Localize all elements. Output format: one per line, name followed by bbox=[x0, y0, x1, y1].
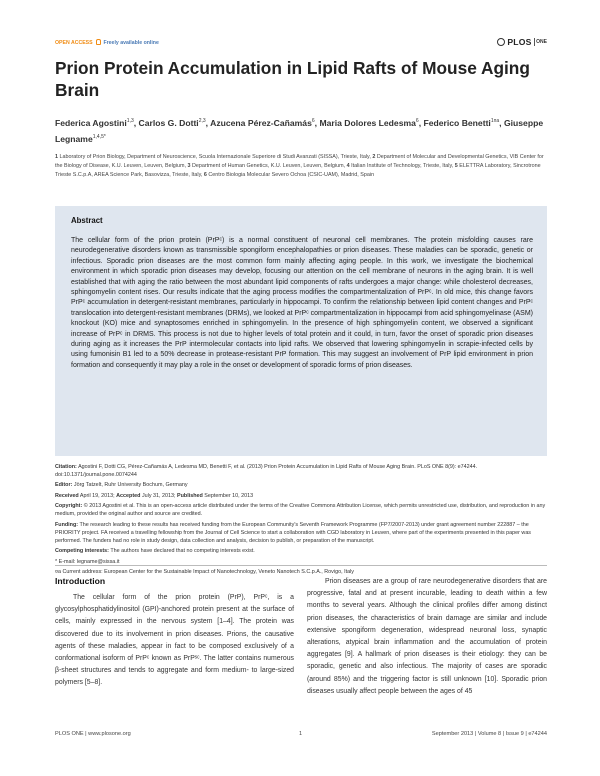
section-divider bbox=[55, 565, 547, 566]
footer-issue: September 2013 | Volume 8 | Issue 9 | e74244 bbox=[431, 731, 547, 737]
author-name[interactable]: Maria Dolores Ledesma bbox=[319, 118, 416, 128]
author-name[interactable]: Carlos G. Dotti bbox=[138, 118, 199, 128]
author-name[interactable]: Azucena Pérez-Cañamás bbox=[210, 118, 312, 128]
email-line[interactable]: * E-mail: legname@sissa.it bbox=[55, 558, 120, 565]
freely-available-label: Freely available online bbox=[103, 40, 159, 46]
affiliation-text: Department of Molecular and Developmental Genetics, VIB Center for the Biology of Disease, K.U. Leuven, Leuven, Belgium, bbox=[55, 154, 544, 169]
current-address-line: ¤a Current address: European Center for the Sustainable Impact of Nanotechnology, Veneto Nanotech S.C.p.A., Rovigo, Italy bbox=[55, 569, 354, 576]
journal-brand: PLOS bbox=[507, 37, 532, 47]
affiliation-text: ELETTRA Laboratory, Sincrotrone Trieste S.C.p.A, AREA Science Park, Basovizza, Trieste, Italy, bbox=[55, 162, 541, 178]
competing-interests-line: Competing interests: The authors have declared that no competing interests exist. bbox=[55, 548, 255, 555]
affiliation-number: 6 bbox=[203, 171, 207, 178]
page-header bbox=[55, 38, 547, 50]
plos-mark-icon bbox=[497, 38, 505, 46]
affiliation-text: Centro Biologia Molecular Severo Ochoa (CSIC-UAM), Madrid, Spain bbox=[208, 171, 375, 178]
affiliation-number: 4 bbox=[346, 162, 350, 169]
affiliation-text: Laboratory of Prion Biology, Department of Neuroscience, Scuola Internazionale Superiore di Studi Avanzati (SISSA), Trieste, Italy, bbox=[59, 154, 373, 160]
author-affiliation-mark: 1¤a bbox=[490, 118, 500, 124]
introduction-right-paragraph: Prion diseases are a group of rare neurodegenerative disorders that are progressive, fatal and at present incurable, leading to death within a few months to several years. Although the clinical profiles differ among distinct prion diseases, the characteristics of brain damage are similar and include extensive spongiform degeneration, widespread neuronal loss, synaptic alterations, atypical brain inflammation and the accumulation of protein aggregates [9]. A hallmark of prion diseases is their etiology: they can be sporadic, genetic and also infectious. The majority of cases are sporadic (around 85%) and the triggering factor is still unknown [10]. Sporadic prion diseases usually affect people between the ages of 45 bbox=[307, 578, 547, 695]
footer-journal[interactable]: PLOS ONE | www.plosone.org bbox=[55, 731, 131, 737]
affiliation-number: 5 bbox=[454, 162, 458, 169]
author-affiliation-mark: 6 bbox=[311, 118, 315, 124]
logo-divider bbox=[534, 38, 535, 46]
funding-line: Funding: The research leading to these results has received funding from the European Community's Seventh Framework Programme (FP7/2007-2013) under grant agreement number 222887 – the PRIORITY project. FA received a travelling fellowship from the Journal of Cell Science to start a collaboration with CGD laboratory in Leuven, where part of the experiments presented in this paper was performed. The funders had no role in study design, data collection and analysis, decision to publish, or preparation of the manuscript. bbox=[55, 521, 532, 544]
author-name[interactable]: Federica Agostini bbox=[55, 118, 127, 128]
author-affiliation-mark: 1,3 bbox=[126, 118, 134, 124]
affiliation-number: 2 bbox=[372, 154, 376, 160]
author-affiliation-mark: 1,4,5* bbox=[92, 134, 106, 140]
copyright-line: Copyright: © 2013 Agostini et al. This is an open-access article distributed under the terms of the Creative Commons Attribution License, which permits unrestricted use, distribution, and reproduction in any medium, provided the original author and source are credited. bbox=[55, 503, 546, 518]
abstract-heading: Abstract bbox=[71, 216, 103, 225]
article-title: Prion Protein Accumulation in Lipid Rafts of Mouse Aging Brain bbox=[55, 58, 530, 100]
lock-open-icon bbox=[96, 39, 101, 45]
abstract-box bbox=[55, 206, 547, 456]
introduction-left-paragraph: The cellular form of the prion protein (PrP), PrPᶜ, is a glycosylphosphatidylinositol (GPI)-anchored protein present at the surface of cells, mainly expressed in the nervous system [1–4]. The protein was discovered due to its involvement in prion diseases. Prions, the causative agents of these maladies, appear in fact to be composed exclusively of a conformational isoform of PrPᶜ known as PrPˢᶜ. The latter contains numerous β-sheet structures and tends to aggregate and form medium- to large-sized polymers [5–8]. bbox=[55, 594, 294, 687]
open-access-label: OPEN ACCESS bbox=[55, 40, 93, 46]
dates-line: Received April 19, 2013; Accepted July 31, 2013; Published September 10, 2013 bbox=[55, 492, 254, 499]
footer-page-number: 1 bbox=[299, 731, 303, 737]
citation-line: Citation: Agostini F, Dotti CG, Pérez-Cañamás A, Ledesma MD, Benetti F, et al. (2013) Prion Protein Accumulation in Lipid Rafts of Mouse Aging Brain. PLoS ONE 8(9): e74244. doi:10.1371/journal.pone.0074244 bbox=[55, 464, 478, 478]
author-name[interactable]: Federico Benetti bbox=[423, 118, 491, 128]
article-metadata bbox=[55, 464, 547, 580]
affiliation-text: Department of Human Genetics, K.U. Leuven, Leuven, Belgium, bbox=[191, 162, 347, 169]
affiliation-number: 1 bbox=[55, 154, 58, 160]
introduction-heading: Introduction bbox=[55, 576, 106, 586]
journal-sub: ONE bbox=[536, 39, 547, 45]
author-affiliation-mark: 6 bbox=[415, 118, 419, 124]
open-access-badge[interactable] bbox=[55, 39, 159, 46]
journal-logo[interactable] bbox=[497, 37, 547, 47]
author-list: Federica Agostini$^{1,3}$, Carlos G. Dotti$^{2,3}$, Azucena Pérez-Cañamás$^6$, Maria Dolores Ledesma$^6$, Federico Benetti$^{1¤a}$, Giuseppe Legname$^{1,4,5*}$ bbox=[55, 118, 544, 144]
author-affiliation-mark: 2,3 bbox=[198, 118, 206, 124]
affiliation-list bbox=[55, 153, 547, 179]
editor-line: Editor: Jörg Tatzelt, Ruhr University Bochum, Germany bbox=[55, 482, 188, 489]
affiliation-number: 3 bbox=[187, 162, 191, 169]
author-name[interactable]: Giuseppe Legname bbox=[55, 118, 544, 144]
abstract-text: The cellular form of the prion protein (PrPᶜ) is a normal constituent of neuronal cell membranes. The protein misfolding causes rare neurodegenerative disorders known as transmissible spongiform encephalopathies or prion diseases. These maladies can be sporadic, genetic or infectious. Sporadic prion diseases are the most common form mainly affecting aging people. In this work, we investigate the biochemical environment in which sporadic prion diseases may develop, focusing our attention on the cell membrane of neurons in the aging brain. It is well established that with aging the ratio between the most abundant lipid components of rafts undergoes a major change: while cholesterol decreases, sphingomyelin content rises. Our results indicate that the aging process modifies the compartmentalization of PrPᶜ. In old mice, this change favors PrPᶜ accumulation in detergent-resistant membranes, particularly in hippocampi. To confirm the relationship between lipid content changes and PrPᶜ translocation into detergent-resistant membranes (DRMs), we looked at PrPᶜ compartmentalization in hippocampi from acid sphingomyelinase (ASM) knockout (KO) mice and synaptosomes enriched in sphingomyelin. In the presence of high sphingomyelin content, we observed a significant increase of PrPᶜ in DRMS. This process is not due to higher levels of total protein and it could, in turn, favor the onset of sporadic prion diseases during aging as it increases the PrP intermolecular contacts into lipid rafts. We observed that lowering sphingomyelin in scrapie-infected cells by using fumonisin B1 led to a 50% decrease in protease-resistant PrP formation. This may suggest an involvement of PrP lipid environment in prion formation and consequently it may play a role in the onset or development of sporadic forms of prion diseases. bbox=[71, 237, 533, 369]
affiliation-text: Italian Institute of Technology, Trieste, Italy, bbox=[351, 162, 455, 169]
